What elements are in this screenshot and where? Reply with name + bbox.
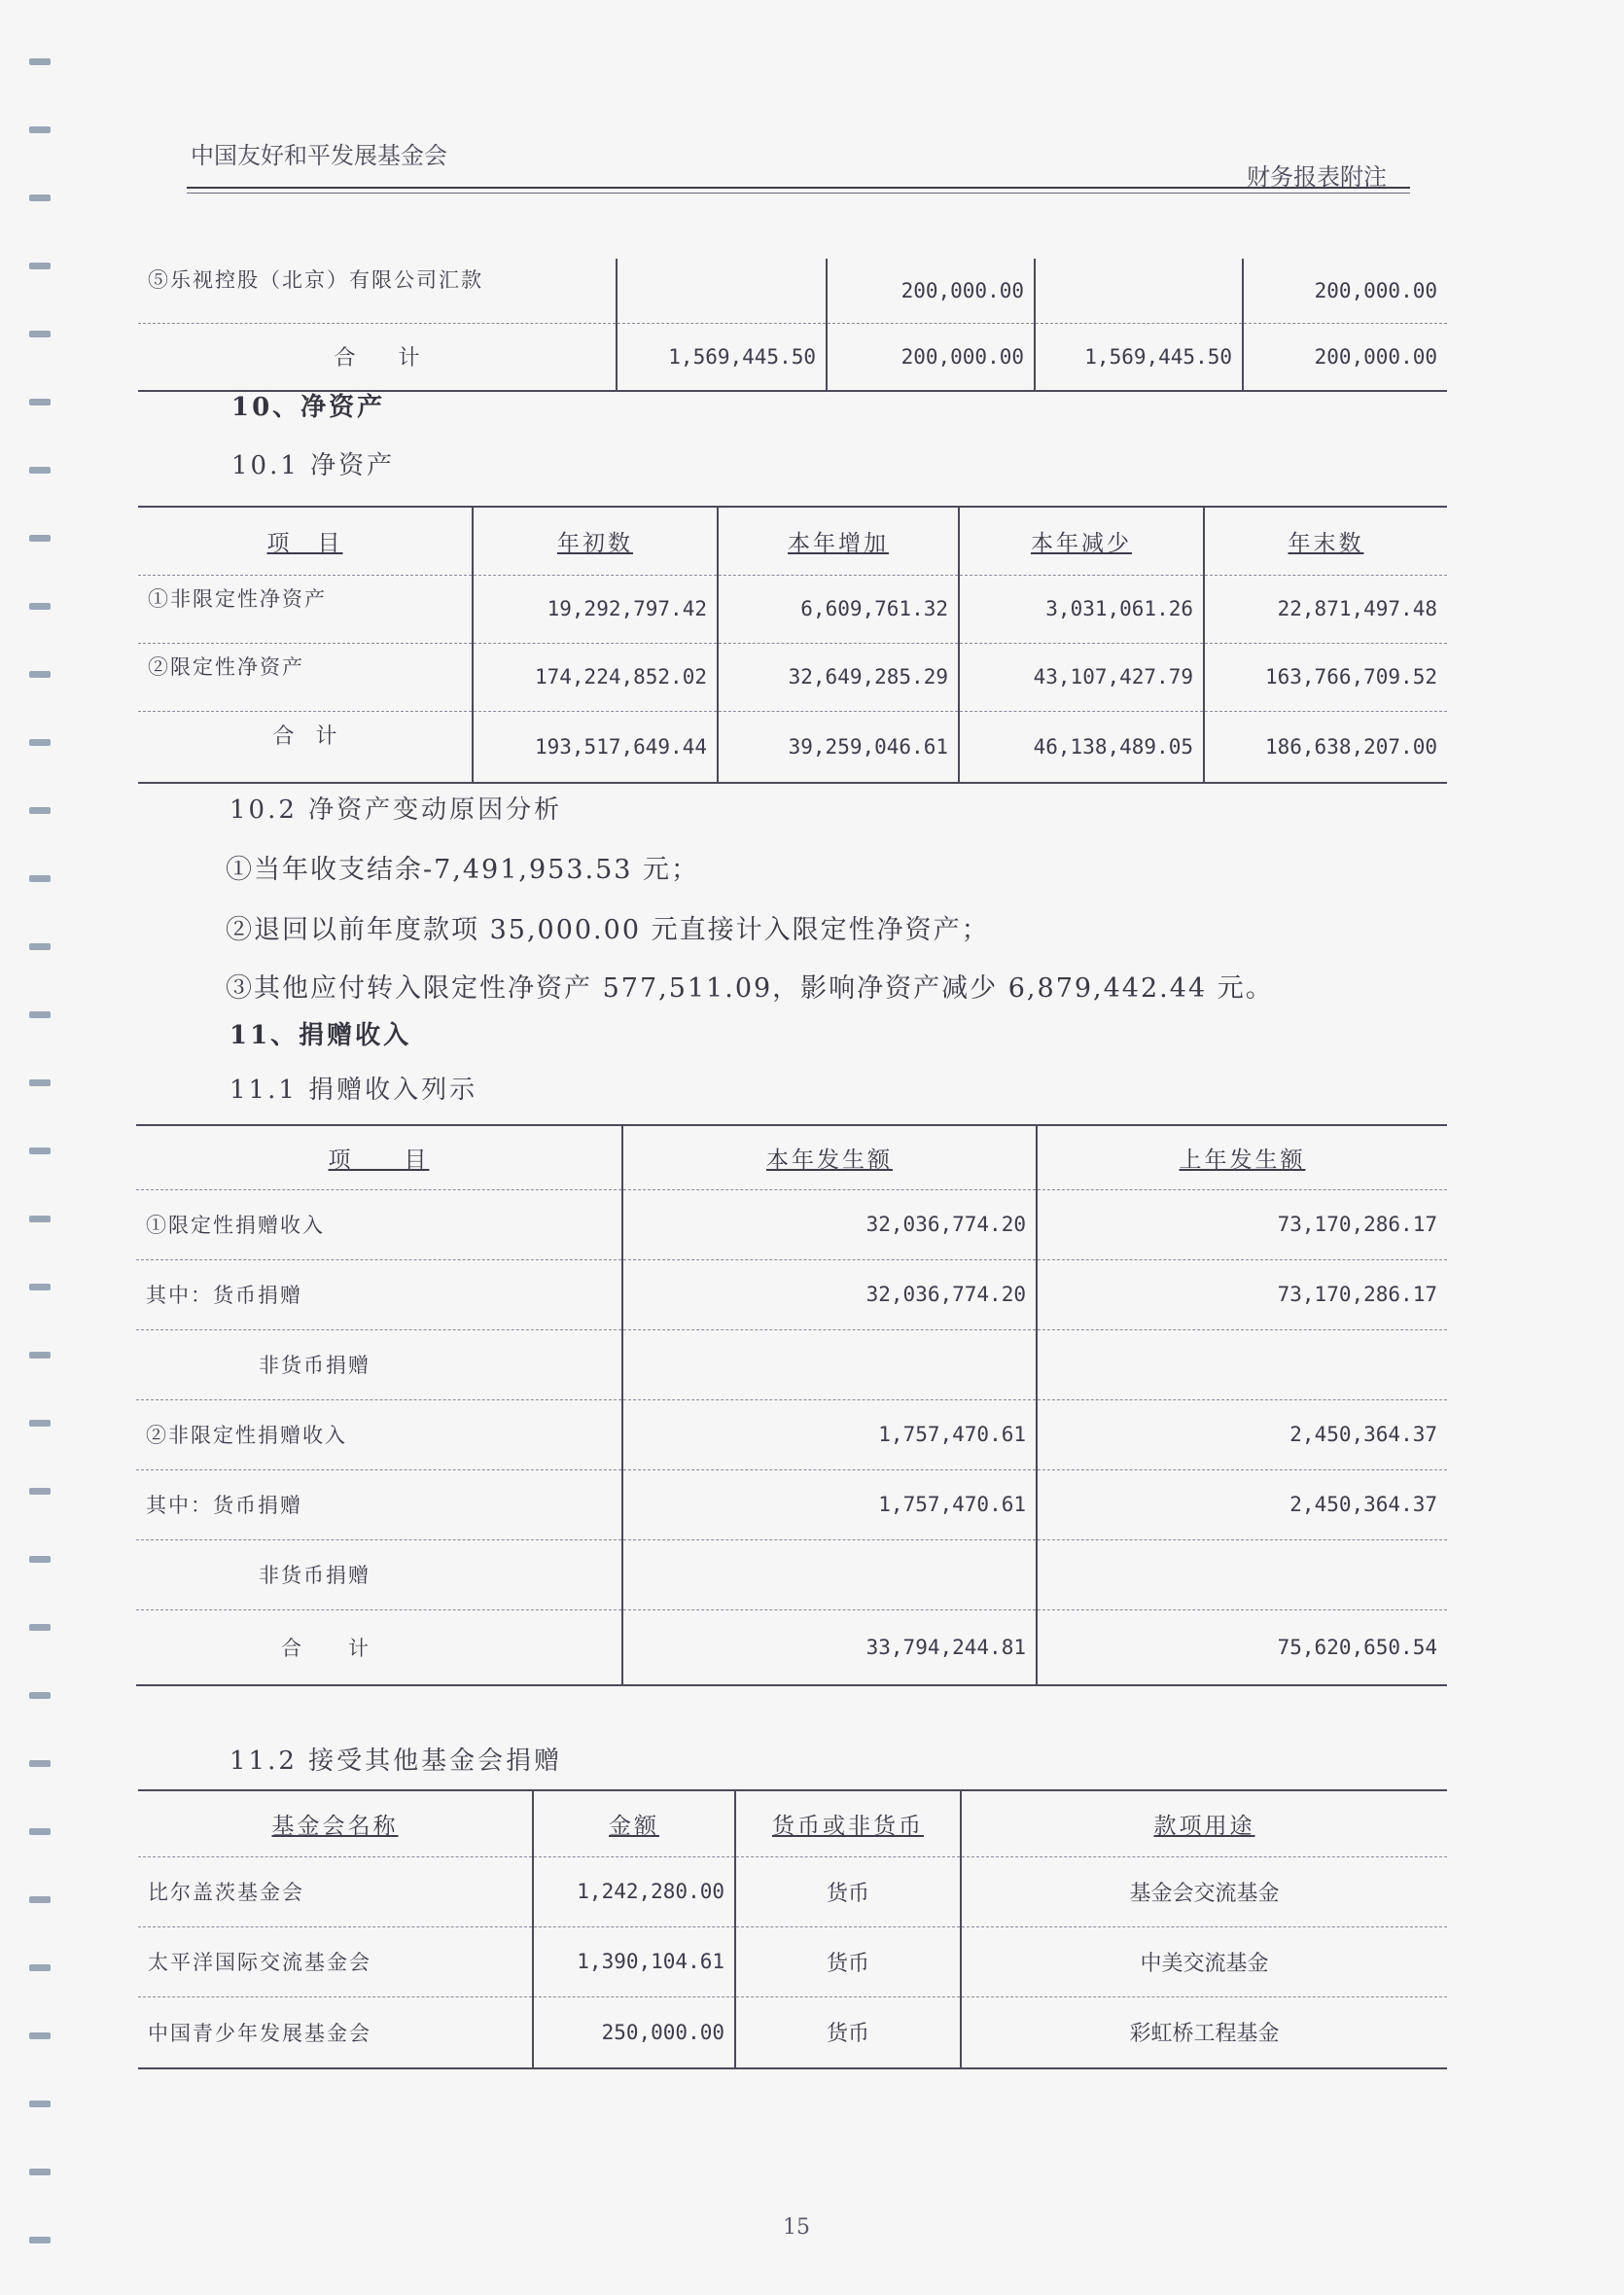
binding-hole [29, 58, 51, 65]
binding-hole [29, 1896, 51, 1903]
foundation-name: 中国青少年发展基金会 [138, 1996, 533, 2068]
binding-hole [29, 2237, 51, 2243]
cell: 200,000.00 [827, 323, 1035, 391]
table-row [136, 1329, 1447, 1399]
cell: 200,000.00 [1243, 259, 1447, 323]
cell: 32,036,774.20 [622, 1189, 1037, 1259]
col-header: 款项用途 [961, 1790, 1447, 1856]
cell [1037, 1329, 1447, 1399]
cell: 75,620,650.54 [1037, 1609, 1447, 1685]
table-row [138, 259, 1447, 323]
row-label: 合 计 [138, 711, 473, 783]
kind: 货币 [735, 1926, 961, 1996]
analysis-item-3: ③其他应付转入限定性净资产 577,511.09，影响净资产减少 6,879,442.44 元。 [226, 973, 1274, 1004]
cell: 22,871,497.48 [1204, 575, 1447, 643]
table-row [138, 323, 1447, 391]
cell: 174,224,852.02 [473, 643, 718, 711]
table-row [136, 1469, 1447, 1539]
binding-hole [29, 1488, 51, 1495]
cell: 43,107,427.79 [959, 643, 1204, 711]
binding-hole [29, 1760, 51, 1767]
binding-hole [29, 2169, 51, 2175]
table-row [138, 1856, 1447, 1926]
cell: 200,000.00 [1243, 323, 1447, 391]
net-assets-table [138, 506, 1447, 784]
table-row [138, 643, 1447, 711]
cell [1037, 1539, 1447, 1609]
binding-hole [29, 807, 51, 814]
cell [622, 1539, 1037, 1609]
cell: 6,609,761.32 [718, 575, 959, 643]
col-header: 本年发生额 [622, 1125, 1037, 1189]
foundation-name: 比尔盖茨基金会 [138, 1856, 533, 1926]
analysis-item-1: ①当年收支结余-7,491,953.53 元； [226, 855, 700, 885]
cell [617, 259, 827, 323]
binding-hole [29, 1011, 51, 1018]
table-row [136, 1609, 1447, 1685]
table-row [138, 575, 1447, 643]
col-header: 货币或非货币 [735, 1790, 961, 1856]
binding-hole [29, 671, 51, 678]
col-header: 基金会名称 [138, 1790, 533, 1856]
row-label: ⑤乐视控股（北京）有限公司汇款 [138, 259, 617, 323]
table-row [136, 1539, 1447, 1609]
table-row [138, 1926, 1447, 1996]
binding-hole [29, 1079, 51, 1086]
binding-hole [29, 331, 51, 337]
binding-hole [29, 1216, 51, 1222]
table-row [138, 1996, 1447, 2068]
cell: 3,031,061.26 [959, 575, 1204, 643]
binding-hole [29, 1692, 51, 1699]
cell: 73,170,286.17 [1037, 1259, 1447, 1329]
table-row [136, 1399, 1447, 1469]
binding-hole [29, 1284, 51, 1290]
cell: 1,569,445.50 [1035, 323, 1243, 391]
table-header-row [136, 1125, 1447, 1189]
amount: 1,242,280.00 [533, 1856, 735, 1926]
section-11-1-title: 11.1 捐赠收入列示 [229, 1076, 478, 1105]
row-label: 其中：货币捐赠 [136, 1469, 622, 1539]
binding-hole [29, 194, 51, 201]
binding-hole [29, 467, 51, 474]
cell: 46,138,489.05 [959, 711, 1204, 783]
table-header-row [138, 1790, 1447, 1856]
continued-table [138, 259, 1447, 392]
binding-hole [29, 943, 51, 950]
binding-hole [29, 1828, 51, 1835]
binding-hole [29, 399, 51, 406]
binding-hole [29, 263, 51, 269]
cell: 1,757,470.61 [622, 1469, 1037, 1539]
col-header: 项 目 [136, 1125, 622, 1189]
purpose: 中美交流基金 [961, 1926, 1447, 1996]
amount: 1,390,104.61 [533, 1926, 735, 1996]
cell [622, 1329, 1037, 1399]
table-header-row [138, 507, 1447, 575]
cell: 200,000.00 [827, 259, 1035, 323]
cell: 1,569,445.50 [617, 323, 827, 391]
section-10-1-title: 10.1 净资产 [231, 451, 396, 480]
row-label: ①非限定性净资产 [138, 575, 473, 643]
purpose: 基金会交流基金 [961, 1856, 1447, 1926]
header-doc-title: 财务报表附注 [1247, 163, 1387, 191]
table-row [136, 1189, 1447, 1259]
binding-hole [29, 2101, 51, 2107]
cell: 193,517,649.44 [473, 711, 718, 783]
col-header: 年初数 [473, 507, 718, 575]
kind: 货币 [735, 1996, 961, 2068]
col-header: 年末数 [1204, 507, 1447, 575]
header-org: 中国友好和平发展基金会 [191, 142, 447, 169]
col-header: 上年发生额 [1037, 1125, 1447, 1189]
col-header: 项 目 [138, 507, 473, 575]
binding-hole [29, 1624, 51, 1631]
row-label: ②限定性净资产 [138, 643, 473, 711]
kind: 货币 [735, 1856, 961, 1926]
binding-hole [29, 1352, 51, 1359]
binding-hole [29, 1420, 51, 1427]
cell: 33,794,244.81 [622, 1609, 1037, 1685]
binding-hole [29, 875, 51, 882]
cell: 1,757,470.61 [622, 1399, 1037, 1469]
section-11-title: 11、捐赠收入 [229, 1021, 412, 1050]
binding-hole [29, 1964, 51, 1971]
cell: 73,170,286.17 [1037, 1189, 1447, 1259]
cell: 39,259,046.61 [718, 711, 959, 783]
row-label: 合 计 [138, 323, 617, 391]
binding-hole [29, 2032, 51, 2039]
binding-hole [29, 126, 51, 133]
section-10-2-title: 10.2 净资产变动原因分析 [229, 795, 563, 825]
page-number: 15 [783, 2215, 810, 2240]
row-label: 合 计 [136, 1609, 622, 1685]
purpose: 彩虹桥工程基金 [961, 1996, 1447, 2068]
other-foundations-table [138, 1789, 1447, 2069]
binding-hole [29, 535, 51, 542]
binding-hole [29, 603, 51, 610]
table-row [136, 1259, 1447, 1329]
cell [1035, 259, 1243, 323]
col-header: 本年减少 [959, 507, 1204, 575]
amount: 250,000.00 [533, 1996, 735, 2068]
col-header: 金额 [533, 1790, 735, 1856]
cell: 186,638,207.00 [1204, 711, 1447, 783]
binding-hole [29, 1148, 51, 1154]
donation-income-table [136, 1124, 1447, 1686]
cell: 19,292,797.42 [473, 575, 718, 643]
col-header: 本年增加 [718, 507, 959, 575]
binding-hole [29, 1556, 51, 1563]
row-label: 非货币捐赠 [136, 1539, 622, 1609]
section-11-2-title: 11.2 接受其他基金会捐赠 [229, 1747, 563, 1776]
row-label: 其中：货币捐赠 [136, 1259, 622, 1329]
cell: 32,649,285.29 [718, 643, 959, 711]
header-rule [187, 187, 1410, 189]
row-label: ①限定性捐赠收入 [136, 1189, 622, 1259]
foundation-name: 太平洋国际交流基金会 [138, 1926, 533, 1996]
cell: 2,450,364.37 [1037, 1399, 1447, 1469]
cell: 163,766,709.52 [1204, 643, 1447, 711]
row-label: ②非限定性捐赠收入 [136, 1399, 622, 1469]
cell: 2,450,364.37 [1037, 1469, 1447, 1539]
section-10-title: 10、净资产 [231, 393, 386, 422]
row-label: 非货币捐赠 [136, 1329, 622, 1399]
header-rule-thin [187, 193, 1410, 194]
table-row [138, 711, 1447, 783]
binding-hole [29, 739, 51, 746]
analysis-item-2: ②退回以前年度款项 35,000.00 元直接计入限定性净资产； [226, 915, 990, 945]
cell: 32,036,774.20 [622, 1259, 1037, 1329]
